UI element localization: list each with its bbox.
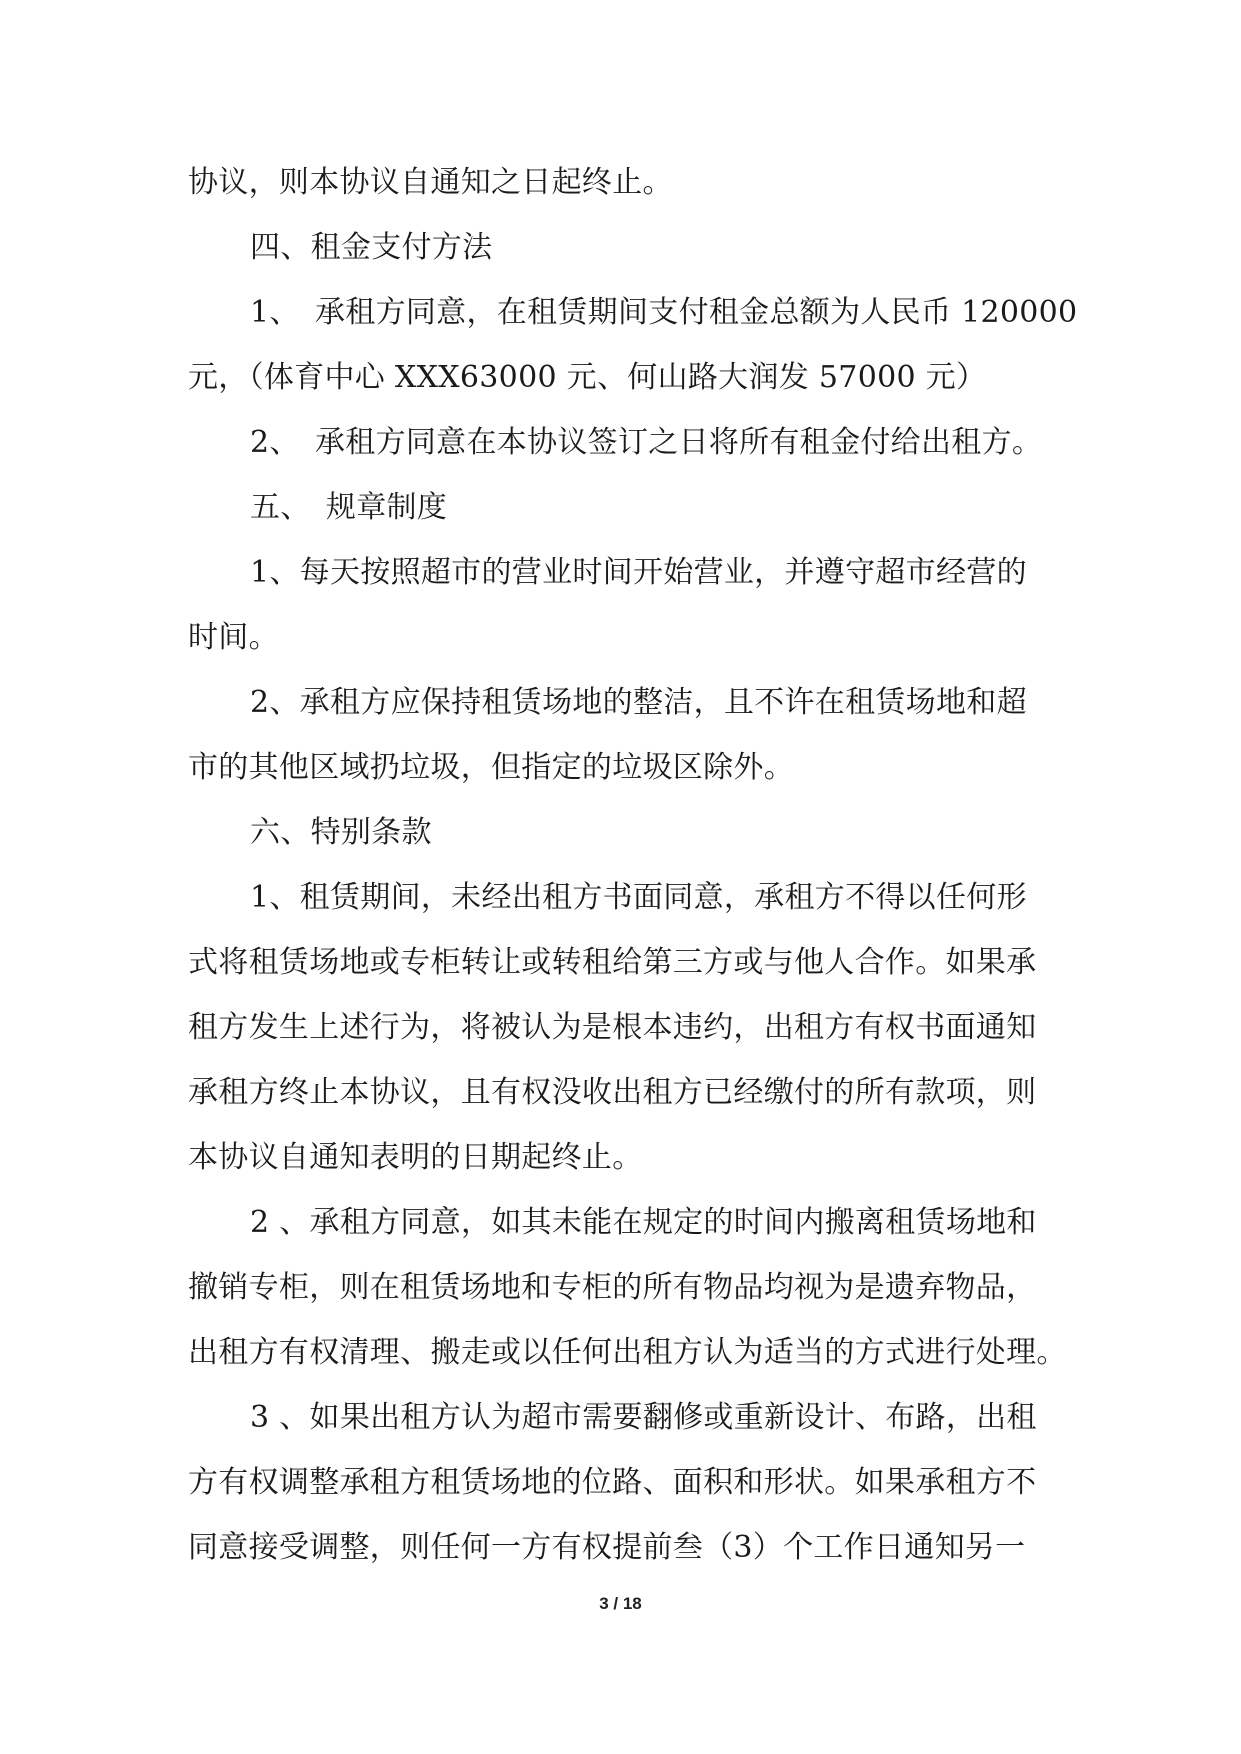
text-line: 1、租赁期间，未经出租方书面同意，承租方不得以任何形 (250, 880, 1027, 915)
page-number: 3 / 18 (599, 1594, 642, 1613)
text-line: 五、 规章制度 (250, 490, 448, 525)
text-line: 撤销专柜，则在租赁场地和专柜的所有物品均视为是遗弃物品， (188, 1270, 1037, 1305)
text-line: 协议，则本协议自通知之日起终止。 (188, 165, 673, 200)
text-line: 同意接受调整，则任何一方有权提前叁（3）个工作日通知另一 (188, 1530, 1026, 1565)
text-line: 出租方有权清理、搬走或以任何出租方认为适当的方式进行处理。 (188, 1335, 1067, 1370)
text-line: 2 、承租方同意，如其未能在规定的时间内搬离租赁场地和 (250, 1205, 1037, 1240)
text-line: 四、租金支付方法 (250, 230, 493, 265)
text-line: 3 、如果出租方认为超市需要翻修或重新设计、布路，出租 (250, 1400, 1037, 1435)
text-line: 1、 承租方同意，在租赁期间支付租金总额为人民币 120000 (250, 295, 1078, 330)
text-line: 市的其他区域扔垃圾，但指定的垃圾区除外。 (188, 750, 794, 785)
text-line: 租方发生上述行为，将被认为是根本违约，出租方有权书面通知 (188, 1010, 1037, 1045)
text-line: 方有权调整承租方租赁场地的位路、面积和形状。如果承租方不 (188, 1465, 1037, 1500)
text-line: 2、 承租方同意在本协议签订之日将所有租金付给出租方。 (250, 425, 1043, 460)
text-line: 时间。 (188, 620, 279, 655)
text-line: 式将租赁场地或专柜转让或转租给第三方或与他人合作。如果承 (188, 945, 1037, 980)
text-line: 元，（体育中心 XXX63000 元、何山路大润发 57000 元） (188, 360, 987, 395)
text-line: 2、承租方应保持租赁场地的整洁，且不许在租赁场地和超 (250, 685, 1027, 720)
text-line: 本协议自通知表明的日期起终止。 (188, 1140, 643, 1175)
text-line: 承租方终止本协议，且有权没收出租方已经缴付的所有款项，则 (188, 1075, 1037, 1110)
document-body (188, 150, 1078, 1580)
text-line: 1、每天按照超市的营业时间开始营业，并遵守超市经营的 (250, 555, 1027, 590)
text-line: 六、特别条款 (250, 815, 432, 850)
